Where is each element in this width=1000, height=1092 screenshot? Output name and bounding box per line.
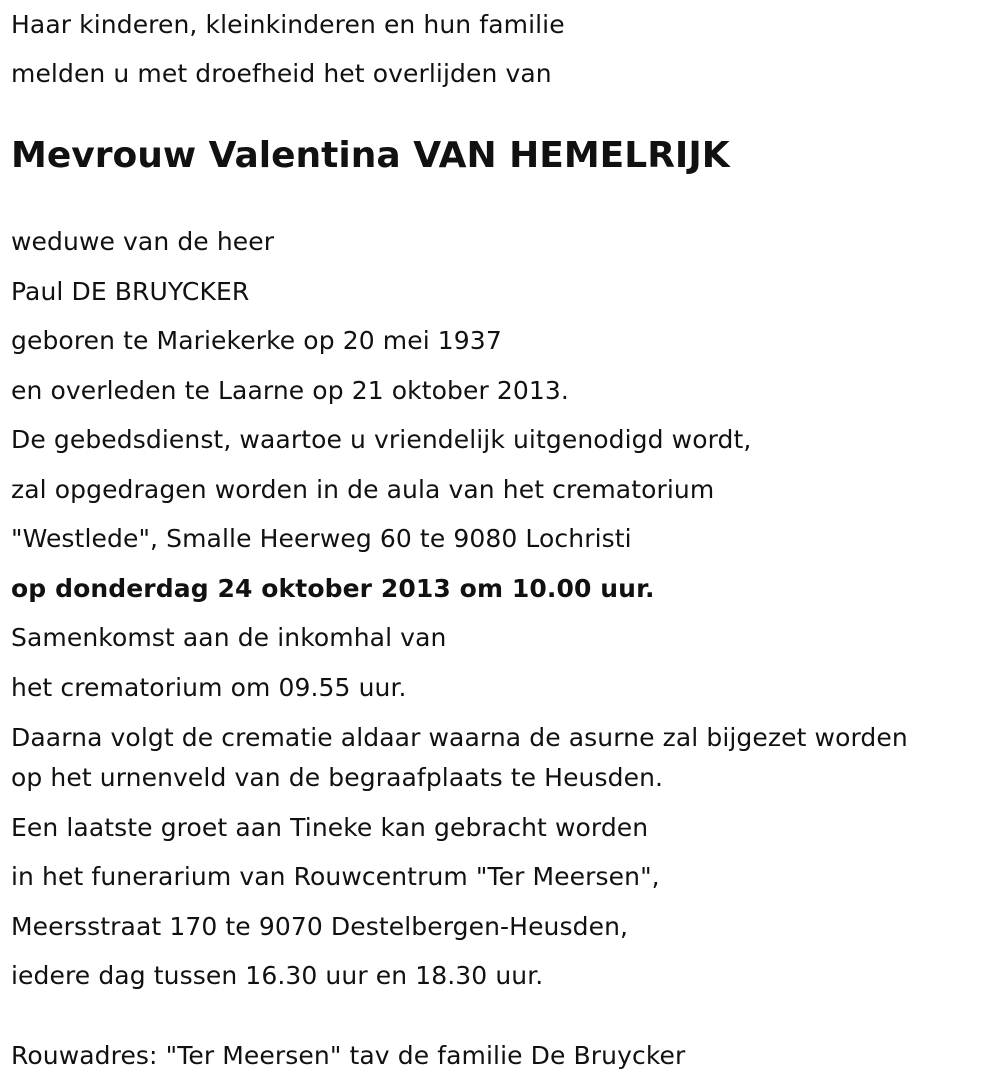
service-location-line: zal opgedragen worden in de aula van het crematorium (11, 475, 715, 504)
mourning-address: Rouwadres: "Ter Meersen" tav de familie De Bruycker (11, 1041, 686, 1070)
widow-of-line: weduwe van de heer (11, 227, 275, 256)
deceased-name: Mevrouw Valentina VAN HEMELRIJK (11, 135, 730, 176)
funeral-home-address-line: Meersstraat 170 te 9070 Destelbergen-Heusden, (11, 912, 629, 941)
visiting-hours-line: iedere dag tussen 16.30 uur en 18.30 uur. (11, 961, 544, 990)
death-line: en overleden te Laarne op 21 oktober 2013. (11, 376, 569, 405)
cremation-line-2: op het urnenveld van de begraafplaats te Heusden. (11, 763, 664, 792)
cremation-line-1: Daarna volgt de crematie aldaar waarna de asurne zal bijgezet worden (11, 723, 908, 752)
intro-line-2: melden u met droefheid het overlijden van (11, 59, 552, 88)
gathering-line-1: Samenkomst aan de inkomhal van (11, 623, 447, 652)
farewell-line-2: in het funerarium van Rouwcentrum "Ter Meersen", (11, 862, 660, 891)
service-invitation-line: De gebedsdienst, waartoe u vriendelijk uitgenodigd wordt, (11, 425, 752, 454)
crematorium-address-line: "Westlede", Smalle Heerweg 60 te 9080 Lochristi (11, 524, 632, 553)
birth-line: geboren te Mariekerke op 20 mei 1937 (11, 326, 502, 355)
farewell-line-1: Een laatste groet aan Tineke kan gebracht worden (11, 813, 649, 842)
gathering-line-2: het crematorium om 09.55 uur. (11, 673, 407, 702)
intro-line-1: Haar kinderen, kleinkinderen en hun familie (11, 10, 565, 39)
service-datetime-line: op donderdag 24 oktober 2013 om 10.00 uur. (11, 574, 655, 603)
spouse-name-line: Paul DE BRUYCKER (11, 277, 250, 306)
